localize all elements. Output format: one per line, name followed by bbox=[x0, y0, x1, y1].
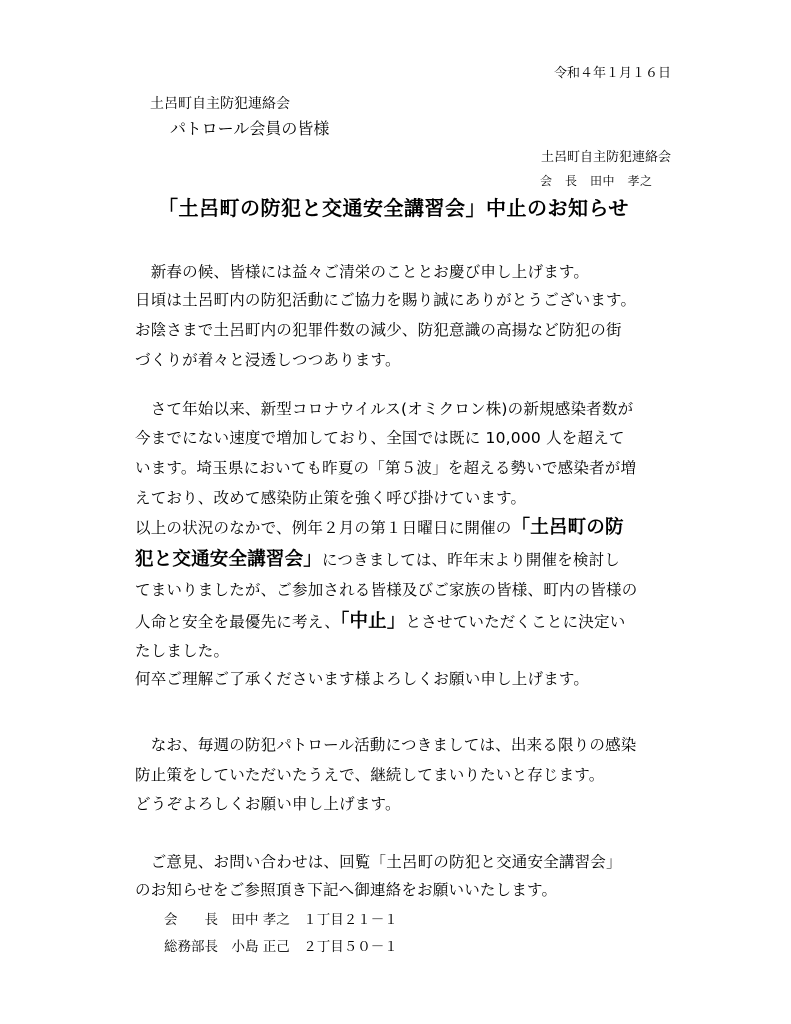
cancellation-emphasis: 「中止」 bbox=[340, 611, 406, 632]
document-date: 令和４年１月１６日 bbox=[553, 66, 671, 81]
event-name-emphasis: 犯と交通安全講習会」 bbox=[135, 549, 323, 570]
paragraph-line: たしました。 bbox=[135, 642, 230, 660]
recipient-members: パトロール会員の皆様 bbox=[170, 119, 330, 138]
paragraph-line: えており、改めて感染防止策を強く呼び掛けています。 bbox=[135, 489, 527, 507]
paragraph-text: 以上の状況のなかで、例年２月の第１日曜日に開催の bbox=[135, 519, 512, 537]
paragraph-line: 今までにない速度で増加しており、全国では既に 10,000 人を超えて bbox=[135, 429, 625, 447]
paragraph-line: 日頃は土呂町内の防犯活動にご協力を賜り誠にありがとうございます。 bbox=[135, 291, 637, 309]
paragraph-text: とさせていただくことに決定い bbox=[405, 613, 626, 631]
paragraph-line bbox=[135, 545, 620, 571]
paragraph-line: どうぞよろしくお願い申し上げます。 bbox=[135, 795, 401, 813]
paragraph-line bbox=[135, 607, 625, 633]
contact-chair: 会 長 田中 孝之 １丁目２１－１ bbox=[164, 912, 398, 928]
paragraph-line: 防止策をしていただいたうえで、継続してまいりたいと存じます。 bbox=[135, 766, 605, 784]
event-name-emphasis: 「土呂町の防 bbox=[511, 517, 624, 538]
paragraph-line: お陰さまで土呂町内の犯罪件数の減少、防犯意識の高揚など防犯の街 bbox=[135, 321, 622, 339]
paragraph-text: につきましては、昨年末より開催を検討し bbox=[322, 551, 621, 569]
sender-chair: 会 長 田中 孝之 bbox=[540, 174, 653, 188]
contact-general-affairs: 総務部長 小島 正己 ２丁目５０－１ bbox=[164, 939, 398, 955]
paragraph-line: います。埼玉県においても昨夏の「第５波」を超える勢いで感染者が増 bbox=[135, 459, 637, 477]
recipient-organization: 土呂町自主防犯連絡会 bbox=[150, 96, 290, 112]
paragraph-line: 新春の候、皆様には益々ご清栄のこととお慶び申し上げます。 bbox=[135, 263, 590, 281]
paragraph-line: ご意見、お問い合わせは、回覧「土呂町の防犯と交通安全講習会」 bbox=[135, 853, 622, 871]
document-title: 「土呂町の防犯と交通安全講習会」中止のお知らせ bbox=[158, 196, 629, 220]
paragraph-line: なお、毎週の防犯パトロール活動につきましては、出来る限りの感染 bbox=[135, 736, 637, 754]
paragraph-line: てまいりましたが、ご参加される皆様及びご家族の皆様、町内の皆様の bbox=[135, 581, 638, 599]
paragraph-text: 人命と安全を最優先に考え、 bbox=[135, 613, 341, 631]
paragraph-line: づくりが着々と浸透しつつあります。 bbox=[135, 351, 401, 369]
paragraph-line bbox=[135, 513, 624, 539]
sender-organization: 土呂町自主防犯連絡会 bbox=[540, 150, 671, 165]
paragraph-line: 何卒ご理解ご了承くださいます様よろしくお願い申し上げます。 bbox=[135, 670, 590, 688]
paragraph-line: さて年始以来、新型コロナウイルス(オミクロン株)の新規感染者数が bbox=[135, 400, 634, 418]
paragraph-line: のお知らせをご参照頂き下記へ御連絡をお願いいたします。 bbox=[135, 881, 558, 899]
